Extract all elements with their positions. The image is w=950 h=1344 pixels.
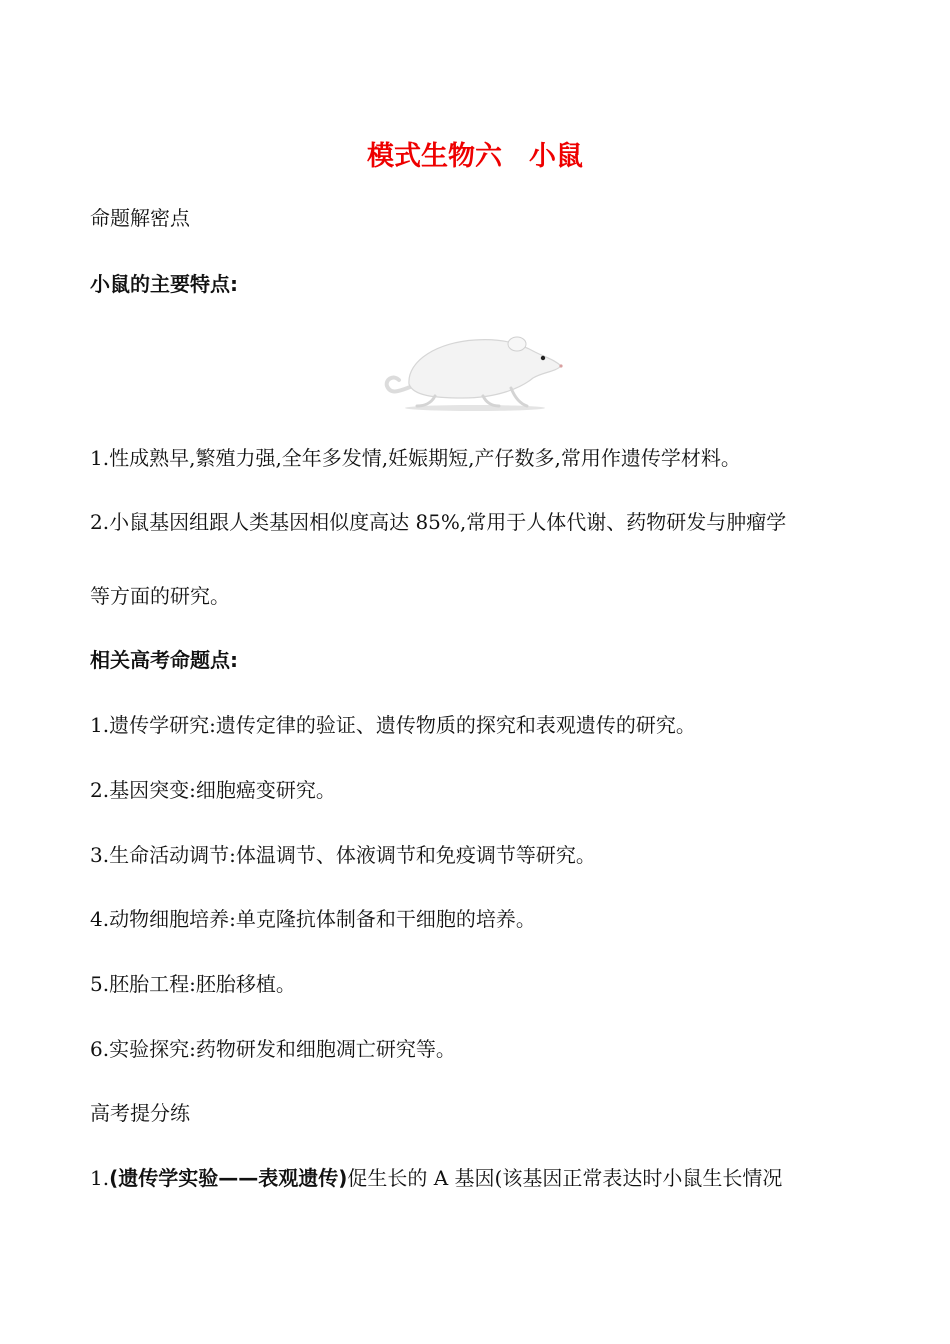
question-number: 1. (90, 1166, 110, 1190)
topic-item: 6.实验探究:药物研发和细胞凋亡研究等。 (90, 1037, 456, 1061)
topic-item: 4.动物细胞培养:单克隆抗体制备和干细胞的培养。 (90, 907, 536, 931)
feature-item: 1.性成熟早,繁殖力强,全年多发情,妊娠期短,产仔数多,常用作遗传学材料。 (90, 446, 741, 470)
features-heading: 小鼠的主要特点: (90, 272, 238, 296)
question-text: 促生长的 A 基因(该基因正常表达时小鼠生长情况 (347, 1166, 783, 1190)
section-label-practice: 高考提分练 (90, 1101, 190, 1125)
section-label-mingti: 命题解密点 (90, 206, 190, 230)
topic-item: 3.生命活动调节:体温调节、体液调节和免疫调节等研究。 (90, 843, 596, 867)
topics-heading: 相关高考命题点: (90, 648, 238, 672)
topic-item: 2.基因突变:细胞癌变研究。 (90, 778, 336, 802)
page-title: 模式生物六 小鼠 (367, 141, 583, 172)
topic-item: 5.胚胎工程:胚胎移植。 (90, 972, 296, 996)
question-topic-tag: (遗传学实验——表观遗传) (109, 1166, 348, 1190)
feature-item: 2.小鼠基因组跟人类基因相似度高达 85%,常用于人体代谢、药物研发与肿瘤学 (90, 510, 787, 534)
question-1 (90, 1164, 782, 1192)
white-mouse-image (383, 326, 567, 412)
topic-item: 1.遗传学研究:遗传定律的验证、遗传物质的探究和表观遗传的研究。 (90, 713, 696, 737)
feature-item-continued: 等方面的研究。 (90, 584, 230, 608)
